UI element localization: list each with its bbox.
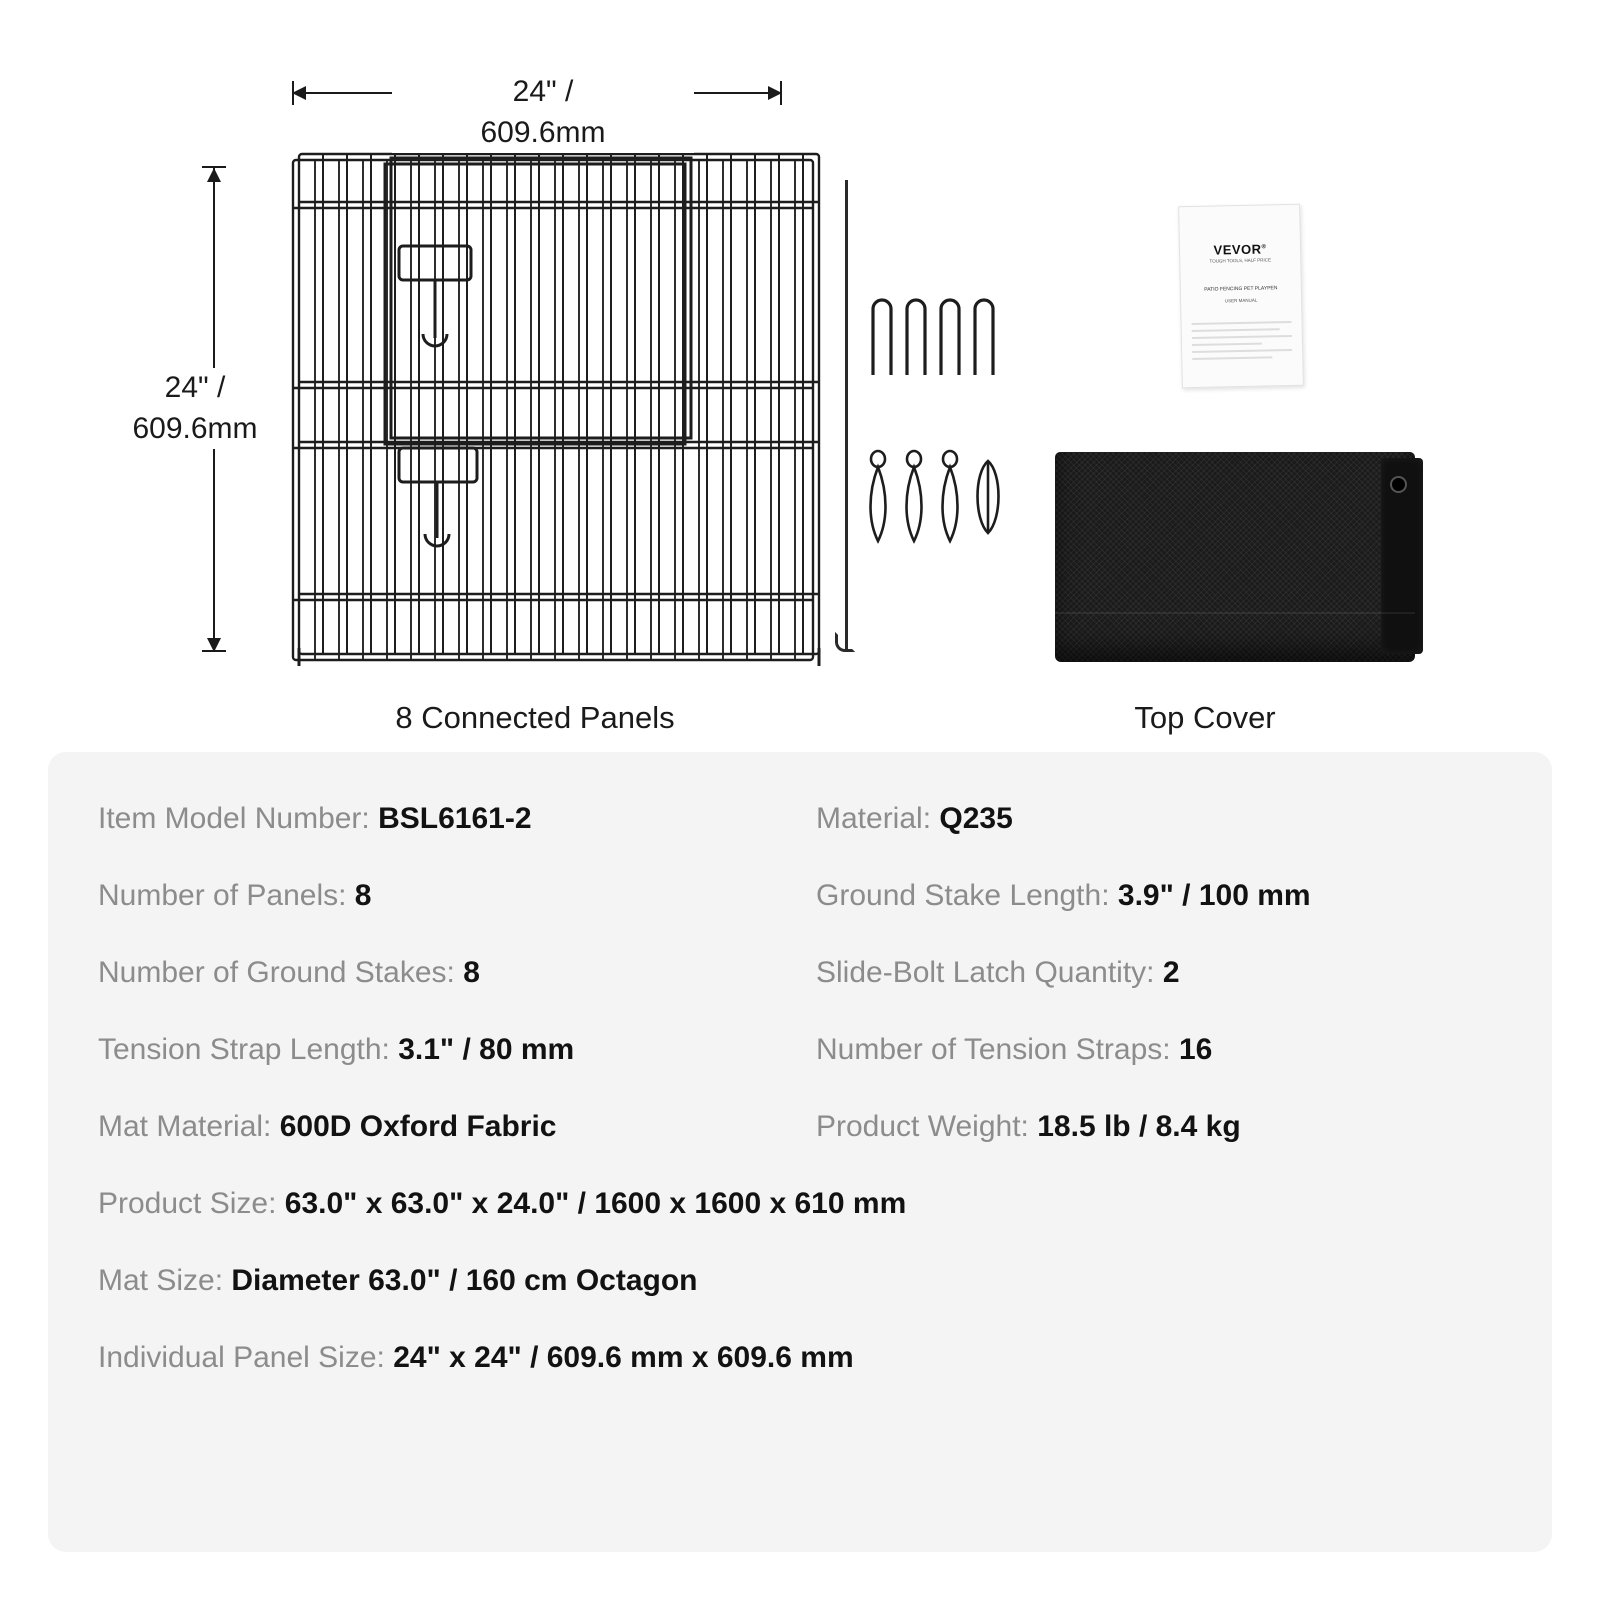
caption-top-cover: Top Cover [1134, 700, 1276, 735]
top-dimension-arrow-left [292, 86, 306, 100]
spec-label: Material: [816, 802, 932, 835]
spec-label: Product Weight: [816, 1110, 1029, 1143]
spec-item [98, 1165, 1512, 1242]
spec-label: Mat Material: [98, 1110, 272, 1143]
caption-connected-panels: 8 Connected Panels [395, 700, 675, 735]
tension-straps-illustration [862, 445, 1012, 555]
spec-label: Item Model Number: [98, 802, 370, 835]
spec-label: Ground Stake Length: [816, 879, 1110, 912]
top-cover-bag [1055, 452, 1415, 662]
spec-item [816, 1088, 1512, 1165]
spec-value: 8 [354, 879, 372, 912]
manual-tagline: TOUGH TOOLS, HALF PRICE [1209, 257, 1272, 264]
spec-label: Tension Strap Length: [98, 1033, 390, 1066]
vevor-logo: VEVOR® [1213, 241, 1267, 258]
spec-label: Slide-Bolt Latch Quantity: [816, 956, 1155, 989]
spec-value: 16 [1178, 1033, 1213, 1066]
manual-subtitle: USER MANUAL [1224, 297, 1258, 304]
left-dimension-arrow-top [207, 168, 221, 182]
left-dimension-arrow-bottom [207, 638, 221, 652]
spec-label: Number of Panels: [98, 879, 347, 912]
spec-value: 3.1" / 80 mm [398, 1033, 575, 1066]
spec-value: 2 [1162, 956, 1180, 989]
spec-value: Diameter 63.0" / 160 cm Octagon [231, 1264, 698, 1297]
spec-item [816, 780, 1512, 857]
spec-item [98, 780, 816, 857]
diagram-area [0, 0, 1600, 760]
top-dimension-arrow-right [768, 86, 782, 100]
spec-label: Number of Ground Stakes: [98, 956, 455, 989]
spec-item [98, 1011, 816, 1088]
left-dimension-label [120, 368, 270, 449]
spec-item [98, 1242, 1512, 1319]
specifications-card [48, 752, 1552, 1552]
left-dimension-label-line2: 609.6mm [132, 411, 258, 445]
spec-label: Number of Tension Straps: [816, 1033, 1171, 1066]
manual-title: PATIO FENCING PET PLAYPEN [1204, 285, 1278, 293]
manual-text-lines [1192, 321, 1293, 365]
spec-value: BSL6161-2 [378, 802, 532, 835]
spec-label: Mat Size: [98, 1264, 224, 1297]
spec-value: 18.5 lb / 8.4 kg [1037, 1110, 1241, 1143]
spec-label: Product Size: [98, 1187, 277, 1220]
ground-stakes-illustration [865, 285, 1005, 385]
spec-item [98, 934, 816, 1011]
spec-value: Q235 [939, 802, 1013, 835]
top-dimension-label-line2: 609.6mm [480, 115, 606, 149]
spec-label: Individual Panel Size: [98, 1341, 385, 1374]
cover-grommet-icon [1390, 476, 1407, 493]
spec-value: 8 [463, 956, 480, 989]
long-rod-icon [845, 180, 848, 650]
top-dimension-label-line1: 24" / [512, 75, 574, 108]
connected-panels-illustration [285, 148, 845, 678]
spec-item [816, 1011, 1512, 1088]
spec-value: 3.9" / 100 mm [1117, 879, 1311, 912]
cover-fold-line [1055, 612, 1415, 614]
spec-item [98, 1088, 816, 1165]
spec-item [98, 857, 816, 934]
spec-item [816, 857, 1512, 934]
spec-item [816, 934, 1512, 1011]
spec-value: 600D Oxford Fabric [279, 1110, 557, 1143]
spec-item [98, 1319, 1512, 1396]
user-manual-sheet [1178, 204, 1304, 389]
left-dimension-label-line1: 24" / [164, 371, 226, 404]
top-dimension-label [392, 72, 694, 153]
specifications-grid [98, 780, 1512, 1396]
spec-value: 63.0" x 63.0" x 24.0" / 1600 x 1600 x 610 mm [284, 1187, 907, 1220]
spec-value: 24" x 24" / 609.6 mm x 609.6 mm [393, 1341, 854, 1374]
